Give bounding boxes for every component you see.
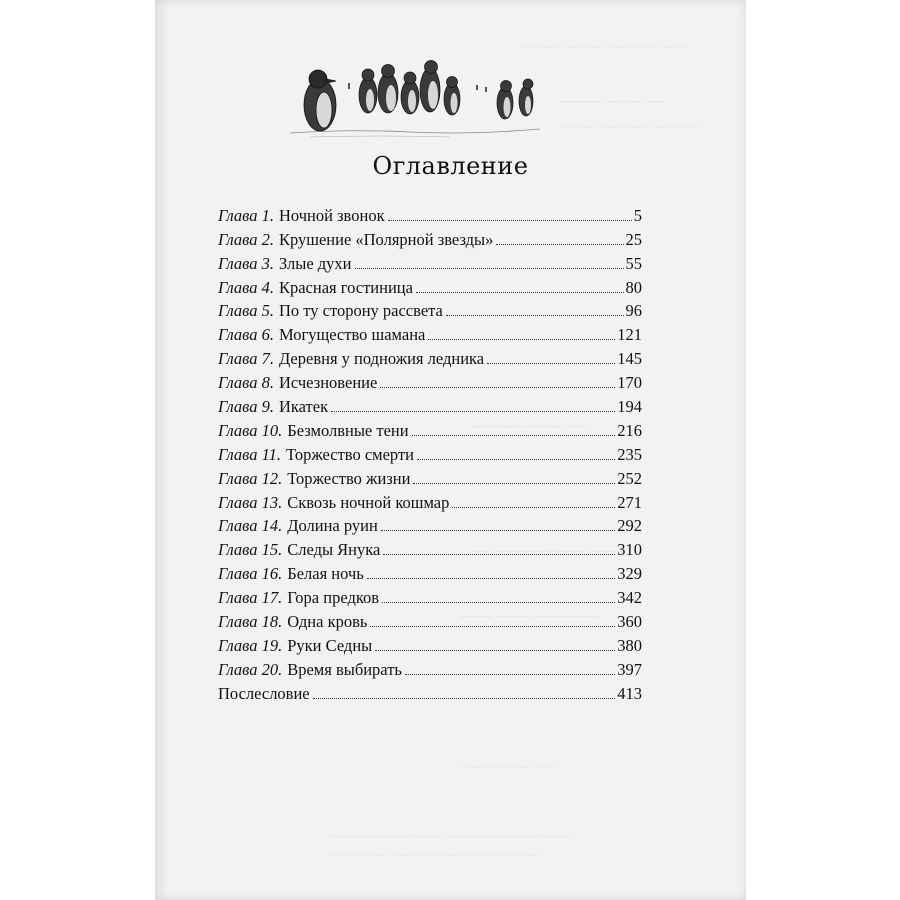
chapter-title: Торжество смерти (285, 444, 414, 464)
page-number: 413 (617, 683, 642, 703)
dot-leader (452, 507, 615, 508)
chapter-number: Глава 2. (218, 229, 274, 249)
chapter-number: Глава 19. (218, 635, 283, 655)
toc-entry (218, 202, 642, 226)
chapter-number: Глава 1. (218, 205, 274, 225)
chapter-title: Руки Седны (287, 635, 373, 655)
chapter-title: Могущество шамана (278, 325, 426, 345)
bleed-through-text: ——— ——— —————— (460, 610, 599, 623)
chapter-title: Долина руин (287, 516, 378, 536)
page-number: 145 (617, 349, 642, 369)
bleed-through-text: ——— ——— —— (460, 760, 555, 773)
dot-leader (417, 459, 615, 460)
page-number: 194 (617, 397, 642, 417)
page-number: 121 (617, 325, 642, 345)
toc-entry (218, 441, 642, 465)
chapter-number: Глава 14. (218, 516, 283, 536)
bleed-through-text: ——————— ——— ———————— ——— (330, 830, 572, 843)
page-number: 292 (617, 516, 642, 536)
chapter-title: Гора предков (287, 588, 380, 608)
page-number: 25 (625, 229, 642, 249)
page-number: 342 (617, 588, 642, 608)
table-of-contents (218, 202, 642, 704)
page-number: 329 (617, 564, 642, 584)
chapter-number: Глава 8. (218, 373, 274, 393)
toc-entry (218, 417, 642, 441)
chapter-title: Исчезновение (278, 373, 378, 393)
dot-leader (428, 339, 615, 340)
dot-leader (416, 292, 624, 293)
chapter-number: Глава 9. (218, 397, 274, 417)
chapter-number: Глава 11. (218, 444, 281, 464)
chapter-title: Крушение «Полярной звезды» (278, 229, 494, 249)
dot-leader (375, 650, 615, 651)
toc-entry (218, 321, 642, 345)
page-number: 80 (625, 277, 642, 297)
chapter-title: По ту сторону рассвета (278, 301, 443, 321)
bleed-through-text: ————— ——— —— (470, 420, 587, 433)
bleed-through-text: —— ————— ——— ——— (470, 545, 624, 558)
toc-entry (218, 489, 642, 513)
dot-leader (412, 435, 616, 436)
page-number: 55 (625, 253, 642, 273)
dot-leader (355, 268, 624, 269)
dot-leader (367, 578, 615, 579)
chapter-title: Торжество жизни (287, 468, 411, 488)
chapter-title: Одна кровь (287, 612, 368, 632)
bleed-through-text: ————— ——— ——————— ——— (330, 848, 539, 861)
chapter-title: Злые духи (278, 253, 352, 273)
bleed-through-text: ———— ——— —— (560, 95, 666, 108)
chapter-title: Белая ночь (287, 564, 364, 584)
chapter-title: Безмолвные тени (287, 420, 409, 440)
page-number: 380 (617, 635, 642, 655)
dot-leader (370, 626, 615, 627)
chapter-title: Икатек (278, 397, 329, 417)
toc-entry (218, 560, 642, 584)
chapter-number: Глава 5. (218, 301, 274, 321)
toc-entry (218, 274, 642, 298)
toc-entry (218, 345, 642, 369)
page-number: 397 (617, 659, 642, 679)
page-number: 360 (617, 612, 642, 632)
chapter-number: Глава 13. (218, 492, 283, 512)
chapter-number: Глава 7. (218, 349, 274, 369)
bleed-through-text: ——— ————— ———— (560, 120, 699, 133)
dot-leader (380, 387, 615, 388)
dot-leader (388, 220, 632, 221)
dot-leader (487, 363, 615, 364)
chapter-number: Глава 20. (218, 659, 283, 679)
dot-leader (496, 244, 623, 245)
chapter-number: Глава 17. (218, 588, 283, 608)
page-number: 235 (617, 444, 642, 464)
chapter-title: Деревня у подножия ледника (278, 349, 485, 369)
chapter-number: Глава 12. (218, 468, 283, 488)
chapter-number: Глава 16. (218, 564, 283, 584)
chapter-number: Глава 15. (218, 540, 283, 560)
penguins-illustration-icon (290, 55, 540, 140)
toc-entry (218, 584, 642, 608)
toc-entry (218, 226, 642, 250)
toc-title: Оглавление (372, 152, 529, 180)
chapter-title: Сквозь ночной кошмар (287, 492, 450, 512)
chapter-title: Следы Янука (287, 540, 381, 560)
dot-leader (313, 698, 616, 699)
chapter-number: Глава 10. (218, 420, 283, 440)
chapter-number: Глава 4. (218, 277, 274, 297)
toc-entry (218, 513, 642, 537)
toc-entry (218, 250, 642, 274)
toc-entry (218, 298, 642, 322)
page-number: 310 (617, 540, 642, 560)
page-number: 216 (617, 420, 642, 440)
penguin-shape (304, 70, 336, 131)
chapter-number: Глава 18. (218, 612, 283, 632)
bleed-through-text: ———— ——— ————— —— (520, 40, 685, 53)
dot-leader (383, 554, 615, 555)
dot-leader (382, 602, 615, 603)
toc-entry (218, 369, 642, 393)
chapter-number: Глава 3. (218, 253, 274, 273)
toc-entry (218, 536, 642, 560)
dot-leader (331, 411, 615, 412)
dot-leader (381, 530, 615, 531)
page-number: 96 (625, 301, 642, 321)
page-number: 5 (633, 205, 642, 225)
chapter-title: Красная гостиница (278, 277, 413, 297)
dot-leader (413, 483, 615, 484)
dot-leader (446, 315, 624, 316)
toc-entry (218, 680, 642, 704)
toc-entry (218, 632, 642, 656)
page-number: 170 (617, 373, 642, 393)
page-number: 252 (617, 468, 642, 488)
chapter-title: Время выбирать (287, 659, 402, 679)
chapter-number: Глава 6. (218, 325, 274, 345)
chapter-title: Ночной звонок (278, 205, 385, 225)
toc-entry (218, 608, 642, 632)
toc-entry (218, 393, 642, 417)
toc-entry (218, 465, 642, 489)
chapter-title: Послесловие (218, 683, 310, 703)
dot-leader (405, 674, 615, 675)
page-number: 271 (617, 492, 642, 512)
toc-entry (218, 656, 642, 680)
